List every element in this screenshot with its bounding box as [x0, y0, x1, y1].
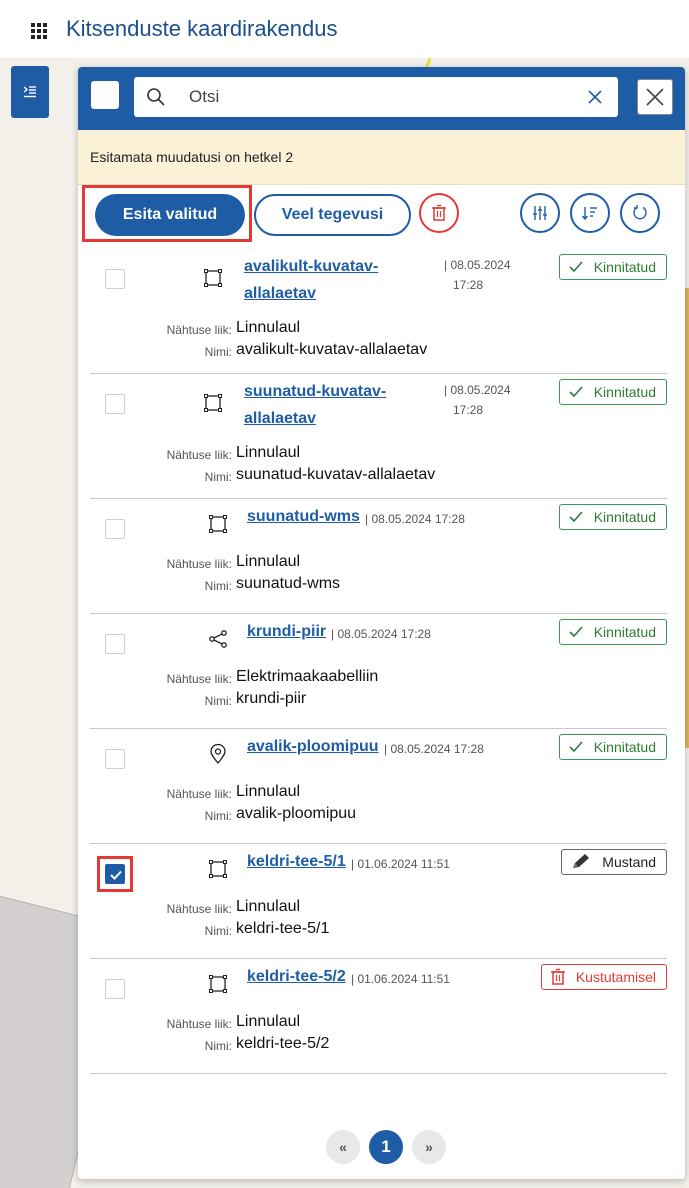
- type-value: Linnulaul: [236, 783, 301, 800]
- list-item: [90, 249, 667, 374]
- changes-panel: [78, 67, 685, 1179]
- type-value: Linnulaul: [236, 898, 301, 915]
- name-label: Nimi:: [204, 809, 232, 823]
- type-label: Nähtuse liik:: [166, 323, 232, 337]
- item-details: [90, 668, 667, 712]
- status-badge: Kinnitatud: [559, 619, 667, 645]
- polygon-icon: [202, 392, 224, 414]
- name-value: keldri-tee-5/2: [236, 1035, 330, 1052]
- list-indent-icon: [23, 86, 37, 98]
- polygon-icon: [202, 267, 224, 289]
- status-badge: Kinnitatud: [559, 504, 667, 530]
- name-value: krundi-piir: [236, 690, 307, 707]
- item-title-link[interactable]: keldri-tee-5/2: [247, 968, 346, 985]
- page-next-button[interactable]: »: [412, 1130, 446, 1164]
- sliders-icon: [531, 204, 549, 222]
- name-label: Nimi:: [204, 1039, 232, 1053]
- page-current-button[interactable]: 1: [369, 1130, 403, 1164]
- delete-button[interactable]: [419, 193, 459, 233]
- name-label: Nimi:: [204, 345, 232, 359]
- name-label: Nimi:: [204, 579, 232, 593]
- filter-button[interactable]: [520, 193, 560, 233]
- app-header: [0, 0, 689, 58]
- name-value: suunatud-wms: [236, 575, 341, 592]
- polygon-icon: [207, 858, 229, 880]
- type-label: Nähtuse liik:: [166, 902, 232, 916]
- type-label: Nähtuse liik:: [166, 448, 232, 462]
- action-toolbar: [78, 185, 685, 249]
- refresh-button[interactable]: [620, 193, 660, 233]
- list-item: [90, 729, 667, 844]
- item-details: [90, 1013, 667, 1057]
- check-icon: [568, 625, 584, 639]
- status-badge: Kustutamisel: [541, 964, 667, 990]
- item-checkbox[interactable]: [105, 979, 125, 999]
- list-item: [90, 844, 667, 959]
- type-label: Nähtuse liik:: [166, 787, 232, 801]
- type-value: Linnulaul: [236, 319, 301, 336]
- more-actions-button[interactable]: Veel tegevusi: [254, 194, 411, 236]
- line-icon: [207, 628, 229, 650]
- check-icon: [568, 510, 584, 524]
- item-date: | 01.06.2024 11:51: [351, 972, 450, 986]
- panel-header: [78, 67, 685, 130]
- polygon-icon: [207, 973, 229, 995]
- item-date: | 08.05.2024 17:28: [444, 383, 511, 417]
- search-icon: [146, 87, 166, 107]
- item-checkbox[interactable]: [105, 749, 125, 769]
- polygon-icon: [207, 513, 229, 535]
- name-value: avalikult-kuvatav-allalaetav: [236, 341, 428, 358]
- status-badge: Mustand: [561, 849, 667, 875]
- name-value: keldri-tee-5/1: [236, 920, 330, 937]
- pending-changes-notice: Esitamata muudatusi on hetkel 2: [78, 130, 685, 185]
- status-badge: Kinnitatud: [559, 379, 667, 405]
- check-icon: [568, 740, 584, 754]
- submit-selected-button[interactable]: Esita valitud: [95, 194, 245, 236]
- item-details: [90, 898, 667, 942]
- trash-icon: [431, 204, 447, 222]
- item-date: | 08.05.2024 17:28: [365, 512, 465, 526]
- name-label: Nimi:: [204, 924, 232, 938]
- sort-icon: [581, 204, 599, 222]
- sidebar-toggle-button[interactable]: [11, 66, 49, 118]
- item-title-link[interactable]: avalikult-kuvatav- allalaetav: [244, 258, 379, 302]
- item-details: [90, 553, 667, 597]
- list-item: [90, 959, 667, 1074]
- type-value: Linnulaul: [236, 444, 301, 461]
- item-checkbox[interactable]: [105, 394, 125, 414]
- item-details: [90, 444, 667, 488]
- app-title: Kitsenduste kaardirakendus: [66, 16, 338, 41]
- type-value: Linnulaul: [236, 1013, 301, 1030]
- item-checkbox[interactable]: [105, 269, 125, 289]
- page-prev-button[interactable]: «: [326, 1130, 360, 1164]
- type-label: Nähtuse liik:: [166, 672, 232, 686]
- type-label: Nähtuse liik:: [166, 1017, 232, 1031]
- type-value: Linnulaul: [236, 553, 301, 570]
- item-title-link[interactable]: suunatud-wms: [247, 508, 360, 525]
- sort-button[interactable]: [570, 193, 610, 233]
- list-item: [90, 614, 667, 729]
- pagination: [78, 1130, 685, 1170]
- point-icon: [207, 743, 229, 765]
- close-icon: [644, 86, 666, 108]
- pencil-icon: [570, 853, 592, 871]
- clear-search-icon[interactable]: [584, 86, 606, 108]
- type-label: Nähtuse liik:: [166, 557, 232, 571]
- highlight-marker: [97, 856, 133, 892]
- item-checkbox[interactable]: [105, 519, 125, 539]
- item-title-link[interactable]: avalik-ploomipuu: [247, 738, 379, 755]
- select-all-checkbox[interactable]: [91, 81, 119, 109]
- item-details: [90, 783, 667, 827]
- check-icon: [568, 260, 584, 274]
- name-value: suunatud-kuvatav-allalaetav: [236, 466, 436, 483]
- status-badge: Kinnitatud: [559, 734, 667, 760]
- type-value: Elektrimaakaabelliin: [236, 668, 379, 685]
- status-badge: Kinnitatud: [559, 254, 667, 280]
- item-title-link[interactable]: krundi-piir: [247, 623, 327, 640]
- trash-icon: [550, 968, 566, 986]
- search-box: [134, 77, 618, 117]
- item-details: [90, 319, 667, 363]
- name-label: Nimi:: [204, 694, 232, 708]
- list-item: [90, 499, 667, 614]
- name-label: Nimi:: [204, 470, 232, 484]
- item-title-link[interactable]: suunatud-kuvatav- allalaetav: [244, 383, 387, 427]
- apps-grid-icon[interactable]: [31, 23, 47, 37]
- item-date: | 01.06.2024 11:51: [351, 857, 450, 871]
- changes-list: [78, 249, 685, 1074]
- check-icon: [568, 385, 584, 399]
- item-title-link[interactable]: keldri-tee-5/1: [247, 853, 346, 870]
- name-value: avalik-ploomipuu: [236, 805, 357, 822]
- close-panel-button[interactable]: [637, 79, 673, 115]
- item-date: | 08.05.2024 17:28: [444, 258, 511, 292]
- refresh-icon: [631, 204, 649, 222]
- item-checkbox[interactable]: [105, 634, 125, 654]
- list-item: [90, 374, 667, 499]
- item-date: | 08.05.2024 17:28: [331, 627, 431, 641]
- search-input[interactable]: [189, 85, 569, 109]
- item-date: | 08.05.2024 17:28: [384, 742, 484, 756]
